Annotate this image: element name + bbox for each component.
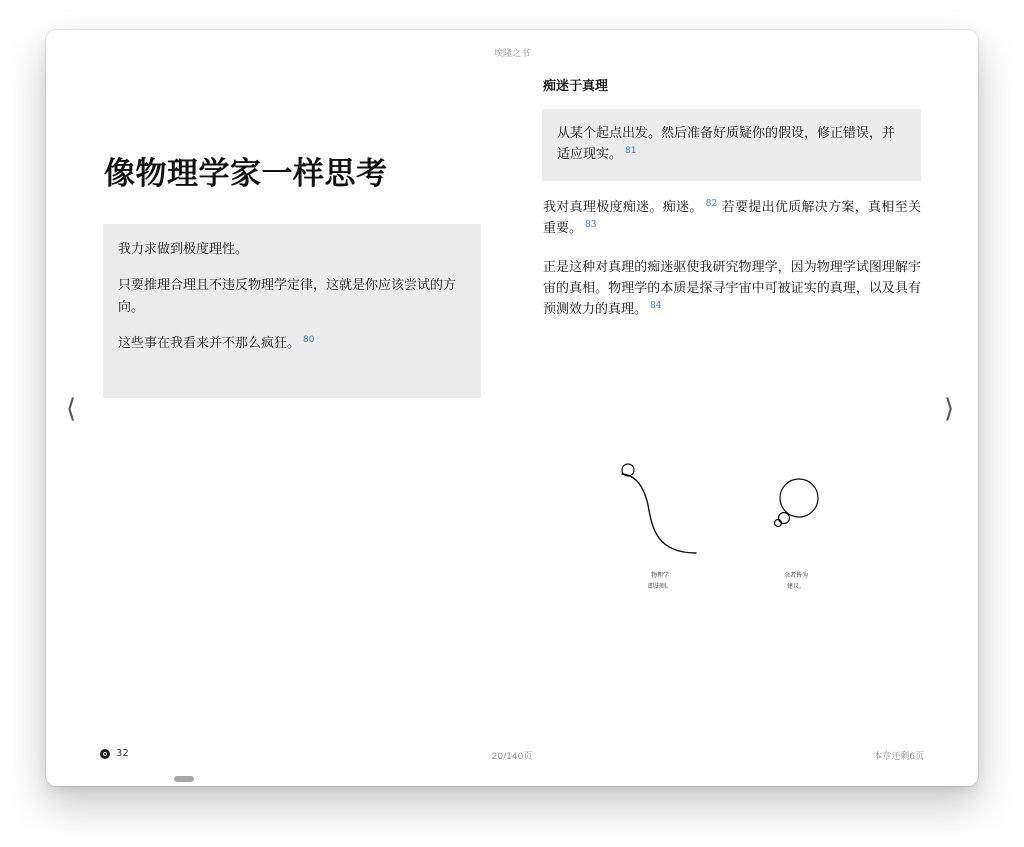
prev-page-button[interactable]: ⟨ [66,394,77,424]
quote-line: 只要推理合理且不违反物理学定律，这就是你应该尝试的方向。 [118,278,457,315]
caption-line: 余者皆为 [783,572,808,579]
balloon-circles [775,479,819,527]
caption-line: 物理学 [650,572,669,579]
paragraph-text: 正是这种对真理的痴迷驱使我研究物理学，因为物理学试图理解宇宙的真相。物理学的本质是探寻宇宙中可被证实的真理，以及具有预测效力的真理。 [543,260,921,317]
chapter-remaining: 本章还剩6页 [873,752,924,762]
quote-line [118,333,465,355]
illustration-caption-a [630,570,690,592]
page-scrubber-handle[interactable] [174,776,194,782]
reading-progress: 20/140页 [491,752,533,762]
chapter-title: 像物理学家一样思考 [104,156,388,192]
body-paragraph [543,257,921,320]
page-number: 32 [116,748,129,759]
footnote-ref-83[interactable]: 83 [585,220,597,230]
section-quote-block [542,109,921,181]
footnote-ref-82[interactable]: 82 [705,199,718,209]
book-title: 埃隆之书 [493,49,530,59]
quote-line: 我力求做到极度理性。 [118,242,249,257]
body-paragraph [543,197,921,239]
footnote-ref-84[interactable]: 84 [650,301,662,311]
caption-line: 即法则。 [647,583,672,590]
quote-line-text: 这些事在我看来并不那么疯狂。 [118,336,301,351]
illustration-caption-b [766,570,826,592]
footnote-ref-81[interactable]: 81 [625,146,637,156]
paragraph-text: 我对真理极度痴迷。痴迷。 [543,200,703,215]
paragraph-text: 若要提出优质解决方案，真相至关重要。 [543,200,921,236]
rolling-ball-curve [622,464,696,553]
section-title: 痴迷于真理 [543,79,609,94]
next-page-button[interactable]: ⟩ [944,394,955,424]
footnote-ref-80[interactable]: 80 [303,335,315,345]
quote-text: 从某个起点出发。然后准备好质疑你的假设，修正错误，并适应现实。 [557,126,896,162]
reader-window [46,30,978,786]
caption-line: 建议。 [786,583,805,590]
chapter-quote-block [103,224,481,398]
